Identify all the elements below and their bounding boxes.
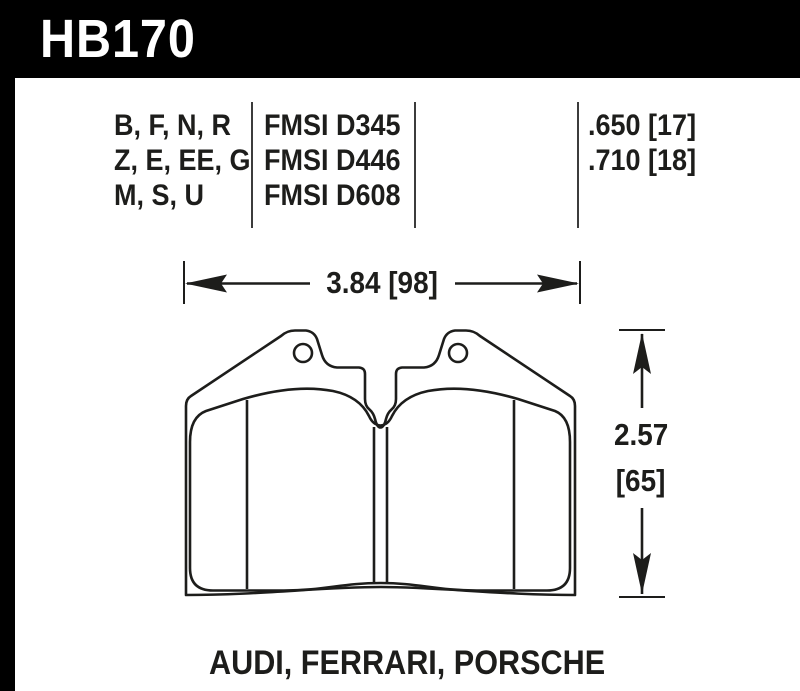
thickness-row-1: .650 [17] (588, 109, 697, 142)
fmsi-row-1: FMSI D345 (264, 109, 401, 142)
left-mounting-hole (294, 344, 312, 362)
backing-plate-outline (186, 331, 575, 596)
compounds-row-2: Z, E, EE, G (114, 144, 251, 177)
brake-pad-outline (186, 331, 575, 596)
right-mounting-hole (449, 344, 467, 362)
thickness-row-2: .710 [18] (588, 144, 697, 177)
fmsi-row-2: FMSI D446 (264, 144, 401, 177)
width-dimension-label: 3.84 [98] (310, 262, 455, 304)
height-dimension-inches: 2.57 (613, 417, 669, 452)
height-dimension-mm: [65] (616, 463, 666, 498)
width-dim-right-arrow-icon (537, 275, 579, 293)
applications-label: AUDI, FERRARI, PORSCHE (209, 644, 606, 682)
fmsi-row-3: FMSI D608 (264, 179, 401, 212)
compounds-row-3: M, S, U (114, 179, 205, 212)
width-dim-left-arrow-icon (185, 275, 227, 293)
height-dimension-label (606, 408, 676, 508)
part-number-text: HB170 (40, 9, 196, 69)
compounds-row-1: B, F, N, R (114, 109, 232, 142)
